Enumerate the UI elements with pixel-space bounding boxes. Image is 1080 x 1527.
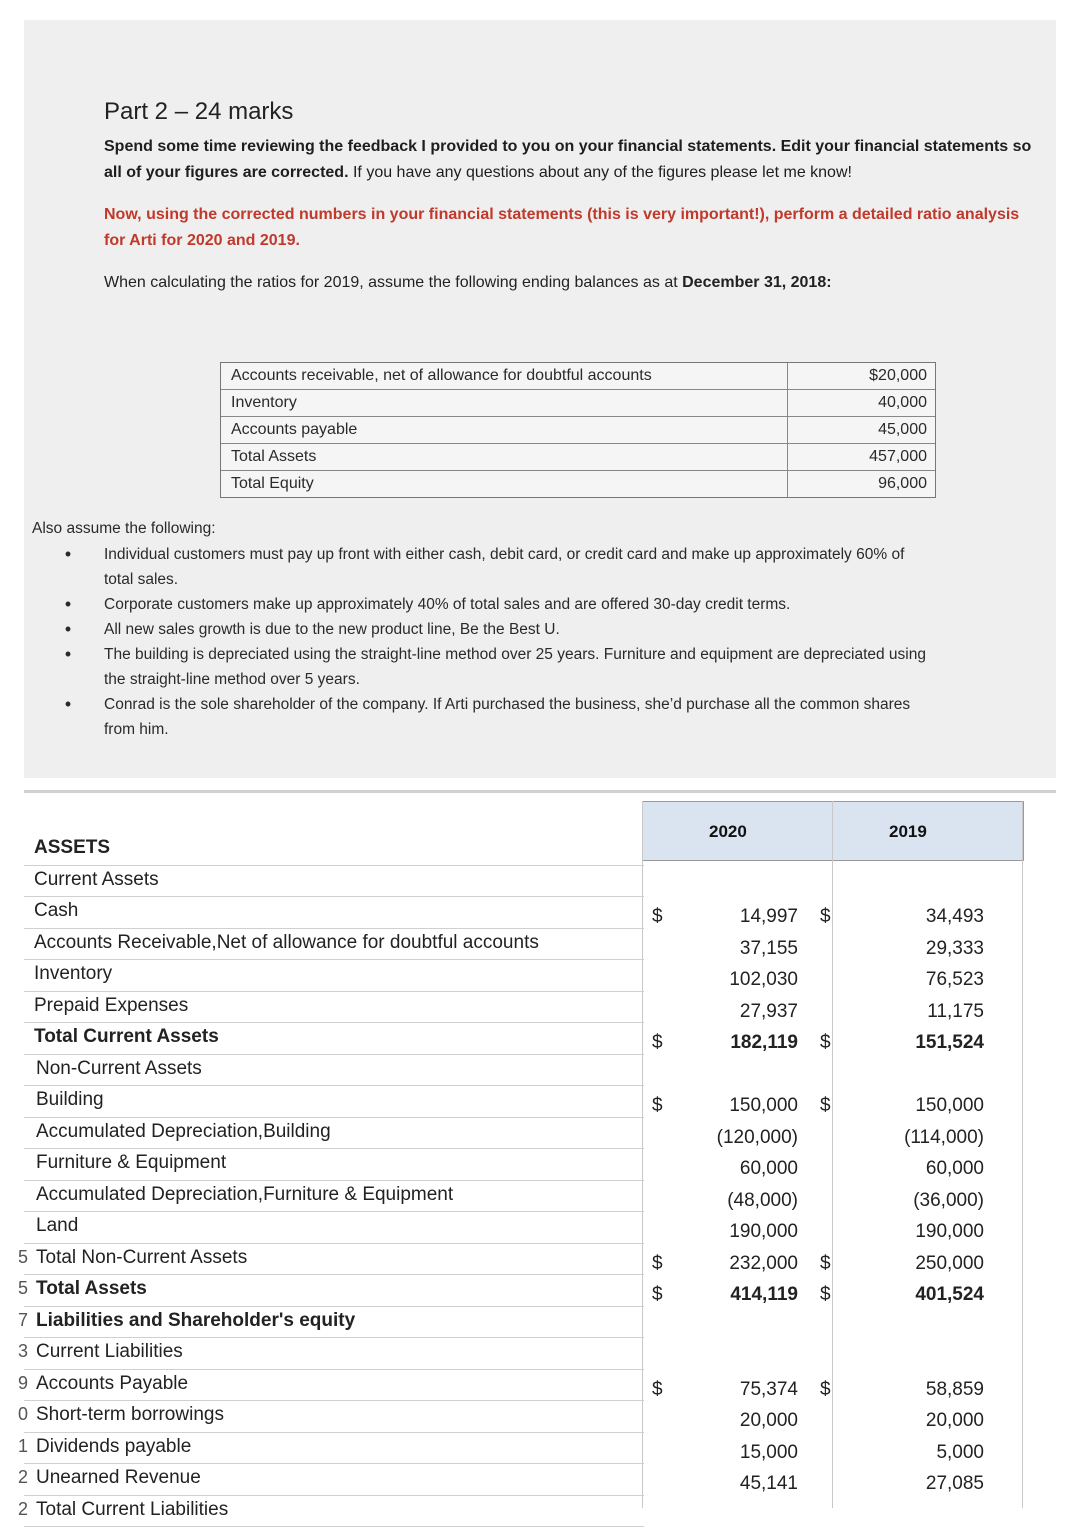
row-label: Short-term borrowings [36, 1404, 224, 1425]
value-2019: (114,000) [904, 1126, 984, 1148]
currency-symbol-2019: $ [820, 1284, 831, 1305]
table-row [18, 1369, 1056, 1400]
assumption-text: Corporate customers make up approximately 40% of total sales and are offered 30-day credit terms. [104, 596, 791, 613]
bullet-icon: • [64, 544, 72, 564]
value-2020: 14,997 [739, 906, 798, 927]
row-label: Current Liabilities [36, 1341, 183, 1362]
assumption-item [32, 642, 932, 692]
ratio-analysis-instruction: Now, using the corrected numbers in your financial statements (this is very important!), perform a detailed ratio analysis for Arti for 2020 and 2019. [104, 206, 1020, 249]
row-label: Total Current Assets [34, 1026, 219, 1047]
row-label: Unearned Revenue [36, 1467, 201, 1488]
row-label: Prepaid Expenses [34, 994, 189, 1016]
row-label: Furniture & Equipment [36, 1152, 227, 1173]
value-2019: 34,493 [925, 906, 984, 927]
table-row [18, 1337, 1056, 1368]
row-label: Non-Current Assets [36, 1057, 202, 1079]
value-2019: 151,524 [915, 1032, 984, 1053]
value-2019: 76,523 [925, 969, 984, 990]
bullet-icon: • [64, 619, 72, 639]
row-label: ASSETS [34, 837, 111, 858]
value-2019: 5,000 [936, 1441, 984, 1463]
value-2019: 58,859 [925, 1378, 984, 1400]
value-2019: 60,000 [925, 1158, 984, 1179]
table-row [18, 1274, 1056, 1305]
row-label: Liabilities and Shareholder's equity [36, 1309, 356, 1331]
year-2020-label: 2020 [709, 822, 747, 841]
balance-value: 96,000 [787, 471, 935, 497]
row-label: Total Assets [36, 1278, 147, 1299]
balance-label: Accounts payable [231, 421, 358, 438]
value-2019: 20,000 [925, 1410, 984, 1431]
assumptions-list [32, 520, 932, 742]
row-label: Building [36, 1089, 104, 1110]
table-row [18, 1306, 1056, 1337]
balance-value: 457,000 [787, 444, 935, 470]
bullet-icon: • [64, 594, 72, 614]
value-2020: 20,000 [739, 1410, 798, 1431]
row-label: Inventory [34, 963, 113, 984]
currency-symbol-2020: $ [652, 1252, 663, 1274]
value-2020: 102,030 [729, 969, 798, 990]
table-row [24, 991, 1056, 1022]
table-row [24, 1148, 1056, 1179]
value-2019: 250,000 [915, 1252, 984, 1274]
balance-label: Total Assets [231, 448, 317, 465]
balance-row [221, 444, 935, 471]
value-2020: (48,000) [727, 1189, 798, 1211]
table-row [18, 1400, 1056, 1431]
assumption-item [32, 592, 932, 617]
value-2020: 414,119 [730, 1284, 798, 1305]
row-label: Total Non-Current Assets [36, 1246, 248, 1268]
row-number: 2 [18, 1467, 29, 1487]
balances-intro-text: When calculating the ratios for 2019, assume the following ending balances as at [104, 274, 683, 291]
row-label: Total Current Liabilities [36, 1498, 229, 1520]
assumption-item [32, 542, 932, 592]
assumption-text: All new sales growth is due to the new product line, Be the Best U. [104, 621, 560, 638]
row-label: Current Assets [34, 868, 159, 890]
bullet-icon: • [64, 644, 72, 664]
value-2020: 232,000 [729, 1252, 798, 1274]
balance-label: Total Equity [231, 475, 314, 492]
bullet-icon: • [64, 694, 72, 714]
table-row [24, 1022, 1056, 1053]
value-2020: 182,119 [730, 1032, 798, 1053]
currency-symbol-2020: $ [652, 1095, 663, 1116]
value-2019: 401,524 [915, 1284, 984, 1305]
value-2020: 37,155 [739, 937, 798, 959]
opening-balances-table [220, 362, 936, 498]
row-number: 5 [18, 1246, 29, 1267]
assumption-text: Conrad is the sole shareholder of the company. If Arti purchased the business, she’d purchase all the common shares from him. [104, 696, 911, 738]
year-2019-label: 2019 [889, 822, 927, 841]
row-number: 7 [18, 1309, 29, 1330]
table-row [24, 959, 1056, 990]
table-row [18, 1495, 1056, 1526]
feedback-instruction-normal: If you have any questions about any of the figures please let me know! [348, 164, 852, 181]
value-2019: 190,000 [915, 1221, 984, 1242]
assignment-instructions-panel [24, 20, 1056, 778]
balance-row [221, 471, 935, 497]
value-2020: 27,937 [739, 1000, 798, 1022]
balance-value: 45,000 [787, 417, 935, 443]
row-number: 5 [18, 1278, 29, 1298]
table-row [24, 1117, 1056, 1148]
assumption-text: The building is depreciated using the straight-line method over 25 years. Furniture and equipment are depreciated using the straight-line method over 5 years. [104, 646, 926, 688]
value-2019: 150,000 [915, 1095, 984, 1116]
value-2020: 75,374 [739, 1378, 798, 1400]
balance-label: Accounts receivable, net of allowance for doubtful accounts [231, 367, 652, 384]
currency-symbol-2019: $ [820, 1032, 831, 1053]
table-row [18, 1463, 1056, 1494]
currency-symbol-2020: $ [652, 906, 663, 927]
balances-intro-date: December 31, 2018: [682, 274, 832, 291]
table-row [18, 1432, 1056, 1463]
row-number: 2 [18, 1498, 29, 1519]
balance-value: 40,000 [787, 390, 935, 416]
row-number: 1 [18, 1435, 29, 1456]
feedback-instruction-bold: Spend some time reviewing the feedback I provided to you on your financial statements. Edit your financial statements so all of your figures are corrected. [104, 138, 1032, 181]
currency-symbol-2020: $ [652, 1032, 663, 1053]
currency-symbol-2019: $ [820, 906, 831, 927]
row-label: Land [36, 1215, 79, 1236]
feedback-instruction [104, 134, 1034, 186]
balance-value: $20,000 [787, 363, 935, 389]
table-row [24, 865, 1056, 896]
part-title: Part 2 – 24 marks [104, 98, 294, 125]
value-2019: 27,085 [925, 1473, 984, 1494]
value-2020: 45,141 [739, 1473, 798, 1494]
row-number: 9 [18, 1372, 29, 1393]
value-2020: 60,000 [739, 1158, 798, 1179]
value-2020: 190,000 [729, 1221, 798, 1242]
row-label: Cash [34, 900, 79, 921]
value-2019: (36,000) [913, 1189, 984, 1211]
balance-row [221, 363, 935, 390]
table-row [24, 1180, 1056, 1211]
currency-symbol-2020: $ [652, 1284, 663, 1305]
row-label: Accumulated Depreciation,Building [36, 1120, 331, 1142]
table-row [24, 1054, 1056, 1085]
table-row [24, 1211, 1056, 1242]
currency-symbol-2020: $ [652, 1378, 663, 1400]
row-label: Accounts Receivable,Net of allowance for doubtful accounts [34, 931, 539, 953]
balances-intro [104, 274, 1034, 292]
assumptions-title: Also assume the following: [32, 520, 216, 537]
row-number: 3 [18, 1341, 29, 1361]
row-label: Dividends payable [36, 1435, 192, 1457]
table-row [24, 1085, 1056, 1116]
table-row [24, 928, 1056, 959]
value-2019: 11,175 [927, 1000, 984, 1022]
value-2020: (120,000) [716, 1126, 798, 1148]
assumption-item [32, 617, 932, 642]
currency-symbol-2019: $ [820, 1095, 831, 1116]
value-2020: 150,000 [729, 1095, 798, 1116]
assumption-item [32, 692, 932, 742]
row-number: 0 [18, 1404, 29, 1424]
balance-row [221, 417, 935, 444]
row-label: Accounts Payable [36, 1372, 189, 1394]
balance-sheet-spreadsheet [18, 790, 1056, 1520]
balance-label: Inventory [231, 394, 297, 411]
balance-row [221, 390, 935, 417]
value-2020: 15,000 [739, 1441, 798, 1463]
assumption-text: Individual customers must pay up front with either cash, debit card, or credit card and make up approximately 60% of total sales. [104, 546, 905, 588]
instructions-text-block [104, 98, 1034, 292]
table-row [24, 896, 1056, 927]
row-label: Accumulated Depreciation,Furniture & Equipment [36, 1183, 454, 1205]
table-row [24, 833, 1056, 864]
currency-symbol-2019: $ [820, 1378, 831, 1400]
currency-symbol-2019: $ [820, 1252, 831, 1274]
value-2019: 29,333 [925, 937, 984, 959]
table-row [18, 1243, 1056, 1274]
